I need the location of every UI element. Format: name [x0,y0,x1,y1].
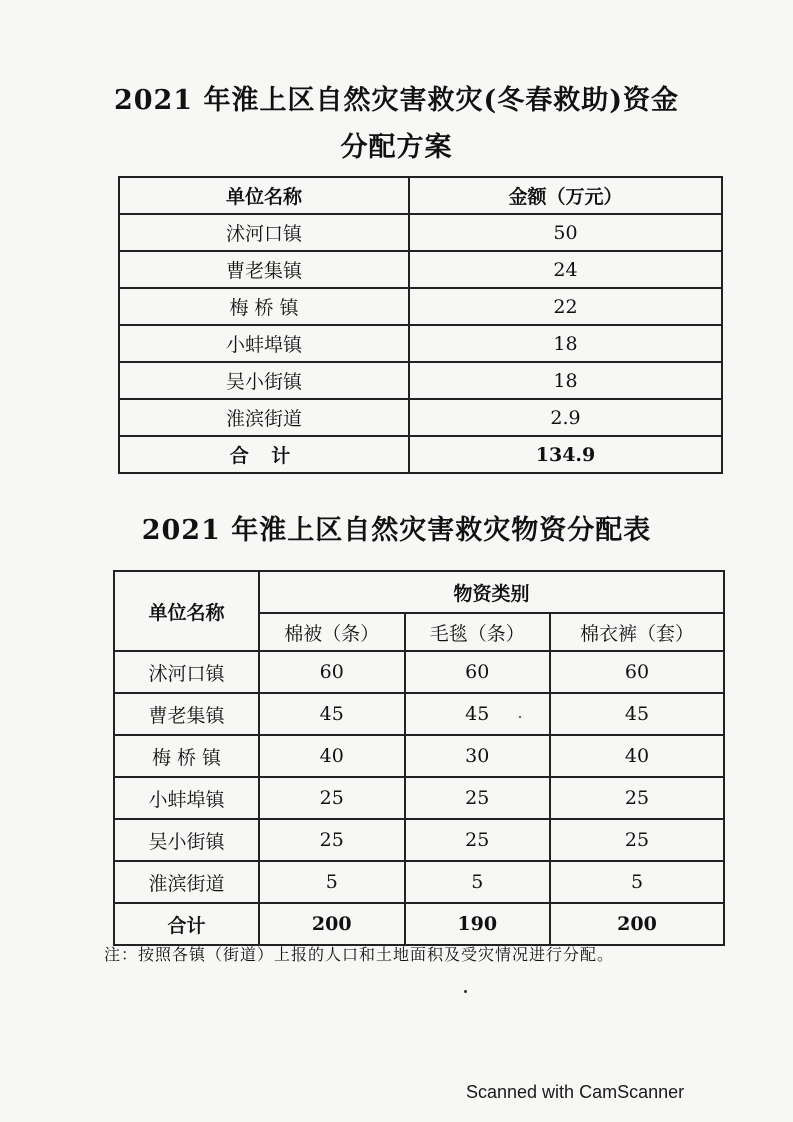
unit-cell: 吴小街镇 [114,819,259,861]
scan-speck [519,716,521,718]
unit-cell: 小蚌埠镇 [119,325,409,362]
table-row [114,693,724,735]
unit-cell: 梅 桥 镇 [114,735,259,777]
blanket-cell: 60 [405,651,551,693]
total-blanket: 190 [405,903,551,945]
clothes-cell: 60 [550,651,724,693]
table-row [119,325,722,362]
quilt-cell: 40 [259,735,405,777]
blanket-cell: 25 [405,819,551,861]
amount-cell: 22 [409,288,722,325]
header-quilt: 棉被（条） [259,613,405,651]
unit-cell: 曹老集镇 [114,693,259,735]
funding-table [118,176,723,474]
amount-cell: 2.9 [409,399,722,436]
header-supply-category: 物资类别 [259,571,724,613]
scan-speck [464,990,467,993]
footnote: 注：按照各镇（街道）上报的人口和土地面积及受灾情况进行分配。 [104,945,615,964]
table-row [114,861,724,903]
header-cotton-clothes: 棉衣裤（套） [550,613,724,651]
clothes-cell: 25 [550,777,724,819]
clothes-cell: 25 [550,819,724,861]
table-row [114,777,724,819]
total-row [114,903,724,945]
table-row [114,651,724,693]
unit-cell: 小蚌埠镇 [114,777,259,819]
total-row [119,436,722,473]
total-label: 合 计 [119,436,409,473]
amount-cell: 18 [409,362,722,399]
total-clothes: 200 [550,903,724,945]
quilt-cell: 25 [259,819,405,861]
unit-cell: 曹老集镇 [119,251,409,288]
amount-cell: 24 [409,251,722,288]
blanket-cell: 5 [405,861,551,903]
quilt-cell: 5 [259,861,405,903]
quilt-cell: 25 [259,777,405,819]
unit-cell: 淮滨街道 [119,399,409,436]
total-quilt: 200 [259,903,405,945]
table-row [119,399,722,436]
header-amount: 金额（万元） [409,177,722,214]
quilt-cell: 45 [259,693,405,735]
header-unit-name: 单位名称 [119,177,409,214]
blanket-cell: 25 [405,777,551,819]
blanket-cell: 45 [405,693,551,735]
table-row [119,288,722,325]
unit-cell: 沭河口镇 [114,651,259,693]
table-row [114,735,724,777]
quilt-cell: 60 [259,651,405,693]
table-row [119,251,722,288]
total-amount: 134.9 [409,436,722,473]
table-row [119,214,722,251]
unit-cell: 淮滨街道 [114,861,259,903]
unit-cell: 梅 桥 镇 [119,288,409,325]
unit-cell: 沭河口镇 [119,214,409,251]
header-unit-name: 单位名称 [114,571,259,651]
blanket-cell: 30 [405,735,551,777]
total-label: 合计 [114,903,259,945]
table-header-row [114,571,724,613]
table-header-row [119,177,722,214]
amount-cell: 18 [409,325,722,362]
funding-title-line1: 2021 年淮上区自然灾害救灾(冬春救助)资金 [113,85,680,116]
unit-cell: 吴小街镇 [119,362,409,399]
clothes-cell: 5 [550,861,724,903]
table-row [114,819,724,861]
clothes-cell: 40 [550,735,724,777]
supplies-table [113,570,725,946]
amount-cell: 50 [409,214,722,251]
supplies-title: 2021 年淮上区自然灾害救灾物资分配表 [141,515,652,546]
header-blanket: 毛毯（条） [405,613,551,651]
funding-title-line2: 分配方案 [340,132,453,163]
table-row [119,362,722,399]
clothes-cell: 45 [550,693,724,735]
camscanner-watermark: Scanned with CamScanner [466,1082,685,1102]
